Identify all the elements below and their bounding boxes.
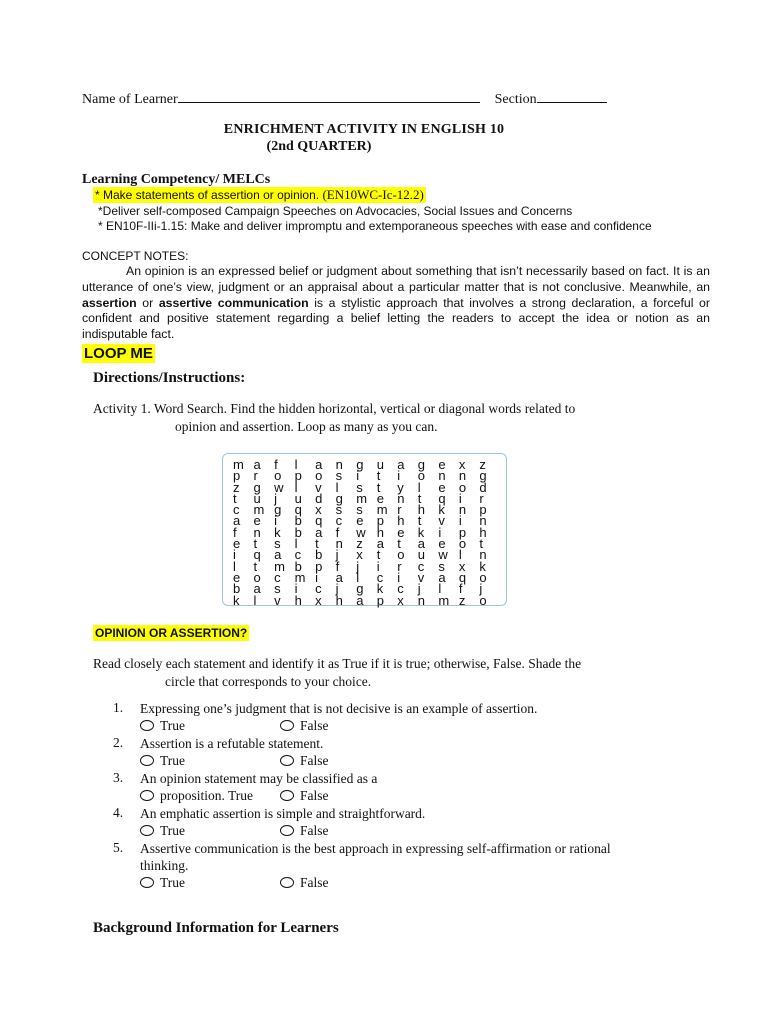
question-2 (113, 735, 673, 770)
option-false-label: False (300, 753, 329, 768)
word-search-letter[interactable]: m (356, 490, 368, 506)
word-search-letter[interactable]: c (233, 502, 240, 518)
word-search-letter[interactable]: t (376, 479, 381, 495)
word-search-letter[interactable]: g (274, 502, 282, 518)
word-search-letter[interactable]: p (458, 524, 467, 540)
word-search-letter[interactable]: l (356, 569, 360, 585)
word-search-letter[interactable]: e (438, 536, 446, 552)
option-false-label: False (300, 718, 329, 733)
word-search-letter[interactable]: e (233, 569, 241, 585)
word-search-letter[interactable]: n (479, 513, 487, 529)
word-search-letter[interactable]: z (356, 536, 363, 552)
word-search-letter[interactable]: i (458, 513, 462, 529)
word-search-letter[interactable]: i (438, 524, 442, 540)
word-search-letter[interactable]: g (335, 490, 343, 506)
option-false[interactable] (280, 874, 329, 892)
word-search-letter[interactable]: a (376, 536, 384, 552)
word-search-letter[interactable]: o (479, 569, 487, 585)
word-search-letter[interactable]: v (438, 513, 445, 529)
word-search-letter[interactable]: u (417, 547, 426, 563)
word-search-letter[interactable]: p (376, 513, 384, 529)
radio-circle-icon[interactable] (140, 877, 154, 888)
word-search-letter[interactable]: x (356, 547, 363, 563)
question-number: 4. (113, 805, 124, 820)
quiz-instructions (93, 655, 713, 691)
word-search-letter[interactable]: m (253, 502, 265, 518)
radio-circle-icon[interactable] (140, 720, 154, 731)
word-search-letter[interactable]: f (274, 457, 278, 472)
radio-circle-icon[interactable] (280, 755, 294, 766)
word-search-letter[interactable]: h (417, 502, 426, 518)
word-search-letter[interactable]: n (458, 468, 467, 484)
word-search-letter[interactable]: k (438, 502, 445, 518)
word-search-letter[interactable]: t (253, 558, 258, 574)
learner-header (82, 89, 607, 108)
radio-circle-icon[interactable] (280, 825, 294, 836)
word-search-letter[interactable]: a (438, 569, 446, 585)
question-number: 5. (113, 840, 124, 855)
radio-circle-icon[interactable] (280, 790, 294, 801)
word-search-letter[interactable]: n (335, 536, 343, 552)
word-search-letter[interactable]: h (294, 592, 302, 608)
word-search-letter[interactable]: i (274, 513, 277, 529)
word-search-letter[interactable]: v (315, 479, 322, 495)
word-search-letter[interactable]: a (356, 592, 364, 608)
radio-circle-icon[interactable] (140, 755, 154, 766)
word-search-letter[interactable]: a (253, 457, 261, 472)
word-search-letter[interactable]: q (438, 490, 446, 506)
question-1 (113, 700, 673, 735)
word-search-letter[interactable]: y (397, 479, 404, 495)
word-search-letter[interactable]: x (458, 558, 466, 574)
word-search-letter[interactable]: c (397, 581, 404, 597)
word-search-letter[interactable]: c (376, 569, 384, 585)
word-search-letter[interactable]: j (417, 581, 421, 597)
word-search-letter[interactable]: g (356, 581, 364, 597)
loop-me-heading: LOOP ME (84, 345, 153, 362)
question-number: 2. (113, 735, 124, 750)
word-search-letter[interactable]: n (335, 457, 343, 472)
word-search-letter[interactable]: m (233, 457, 244, 472)
word-search-letter[interactable]: e (397, 524, 405, 540)
option-true-label: True (160, 753, 186, 768)
word-search-letter[interactable]: c (294, 547, 302, 563)
word-search-letter[interactable]: k (417, 524, 425, 540)
word-search-letter[interactable]: l (438, 581, 442, 597)
name-blank[interactable] (178, 89, 480, 103)
option-false-label: False (300, 788, 329, 803)
word-search-letter[interactable]: n (479, 547, 487, 563)
quiz-instructions-line-2: circle that corresponds to your choice. (165, 674, 372, 689)
option-false[interactable] (280, 822, 329, 840)
word-search-letter[interactable]: o (397, 547, 405, 563)
word-search-letter[interactable]: p (294, 468, 302, 484)
word-search-letter[interactable]: l (253, 592, 257, 608)
section-label: Section (494, 92, 537, 107)
concept-notes-heading: CONCEPT NOTES: (82, 249, 189, 263)
question-number: 3. (113, 770, 124, 785)
option-false[interactable] (280, 787, 329, 805)
word-search-letter[interactable]: l (458, 547, 462, 563)
option-true[interactable] (140, 752, 185, 770)
word-search-letter[interactable]: j (479, 581, 483, 597)
word-search-letter[interactable]: o (315, 468, 323, 484)
word-search-letter[interactable]: g (356, 457, 364, 472)
word-search-letter[interactable]: p (479, 502, 487, 518)
page-subtitle: (2nd QUARTER) (266, 139, 372, 154)
option-true[interactable] (140, 787, 253, 805)
word-search-letter[interactable]: t (479, 536, 483, 552)
question-text: An emphatic assertion is simple and straightforward. (140, 806, 426, 821)
question-text: Expressing one’s judgment that is not decisive is an example of assertion. (140, 701, 538, 716)
word-search-letter[interactable]: b (294, 558, 302, 574)
word-search-letter[interactable]: e (253, 513, 261, 529)
word-search-letter[interactable]: t (315, 536, 319, 552)
radio-circle-icon[interactable] (280, 877, 294, 888)
option-true[interactable] (140, 874, 185, 892)
word-search-letter[interactable]: m (438, 592, 450, 608)
word-search-letter[interactable]: c (315, 581, 322, 597)
radio-circle-icon[interactable] (140, 825, 154, 836)
word-search-letter[interactable]: l (233, 558, 236, 574)
word-search-letter[interactable]: g (253, 479, 261, 495)
word-search-letter[interactable]: s (356, 479, 363, 495)
word-search-letter[interactable]: t (417, 513, 422, 529)
word-search-letter[interactable]: z (233, 479, 240, 495)
word-search-letter[interactable]: k (233, 592, 240, 608)
word-search-letter[interactable]: i (315, 569, 319, 585)
word-search-letter[interactable]: s (274, 536, 281, 552)
word-search-letter[interactable]: h (335, 592, 343, 608)
quiz-instructions-line-1: Read closely each statement and identify it as True if it is true; otherwise, False. Shade the (93, 656, 582, 671)
word-search-letter[interactable]: s (335, 468, 343, 484)
word-search-letter[interactable]: n (253, 524, 261, 540)
option-false[interactable] (280, 752, 329, 770)
question-4 (113, 805, 673, 840)
competency-item-1-code: (EN10WC-Ic-12.2) (322, 187, 424, 202)
option-false-label: False (300, 823, 329, 838)
question-text: An opinion statement may be classified as a (140, 771, 378, 786)
radio-circle-icon[interactable] (140, 790, 154, 801)
word-search-letter[interactable]: c (274, 569, 281, 585)
question-number: 1. (113, 700, 124, 715)
word-search-letter[interactable]: x (397, 592, 404, 608)
word-search-letter[interactable]: w (438, 547, 448, 563)
word-search-letter[interactable]: e (438, 457, 446, 472)
competency-heading: Learning Competency/ MELCs (82, 172, 271, 187)
word-search-letter[interactable]: h (376, 524, 384, 540)
word-search-letter[interactable]: e (233, 536, 241, 552)
word-search-letter[interactable]: v (417, 569, 425, 585)
word-search-letter[interactable]: l (335, 479, 339, 495)
word-search-letter[interactable]: z (479, 457, 486, 472)
word-search-letter[interactable]: e (356, 513, 364, 529)
page-title: ENRICHMENT ACTIVITY IN ENGLISH 10 (223, 122, 505, 137)
word-search-letter[interactable]: t (417, 490, 422, 506)
word-search-letter[interactable]: o (253, 569, 261, 585)
word-search-letter[interactable]: j (356, 558, 360, 574)
word-search-letter[interactable]: z (458, 592, 466, 608)
concept-text-1: An opinion is an expressed belief or judgment about something that isn’t necessarily based on fact. It is an utterance of one’s view, judgment or an appraisal about a particular matter that is not conclusive. Meanwhile, an (82, 264, 710, 294)
word-search-letter[interactable]: i (376, 558, 380, 574)
concept-bold-assertive: assertive communication (158, 295, 309, 310)
word-search-letter[interactable]: i (294, 581, 298, 597)
word-search-letter[interactable]: k (376, 581, 384, 597)
option-true-label: True (160, 823, 186, 838)
word-search-letter[interactable]: b (294, 524, 302, 540)
word-search-letter[interactable]: x (315, 592, 322, 608)
word-search-letter[interactable]: a (397, 457, 405, 472)
word-search-letter[interactable]: o (274, 468, 282, 484)
word-search-letter[interactable]: i (356, 468, 360, 484)
word-search-letter[interactable]: q (458, 569, 467, 585)
word-search-letter[interactable]: q (253, 547, 261, 563)
word-search-letter[interactable]: q (294, 502, 302, 518)
word-search-letter[interactable]: i (397, 468, 401, 484)
name-label: Name of Learner (82, 92, 178, 107)
word-search-letter[interactable]: o (458, 479, 467, 495)
word-search-letter[interactable]: w (356, 524, 366, 540)
word-search-letter[interactable]: o (417, 468, 426, 484)
option-true-label: proposition. True (160, 788, 254, 803)
word-search-letter[interactable]: h (479, 524, 487, 540)
radio-circle-icon[interactable] (280, 720, 294, 731)
concept-bold-assertion: assertion (82, 295, 137, 310)
word-search-letter[interactable]: n (417, 592, 426, 608)
word-search-letter[interactable]: b (294, 513, 302, 529)
competency-item-1 (93, 187, 426, 203)
word-search-letter[interactable]: a (315, 524, 323, 540)
word-search-letter[interactable]: l (294, 457, 298, 472)
concept-text-mid: or (136, 295, 159, 310)
word-search-letter[interactable]: e (376, 490, 384, 506)
word-search-row (233, 592, 500, 608)
word-search-letter[interactable]: c (335, 513, 343, 529)
option-true-label: True (160, 718, 186, 733)
competency-item-1-text: * Make statements of assertion or opinion. (95, 188, 323, 202)
word-search-letter[interactable]: a (233, 513, 241, 529)
word-search-letter[interactable]: o (479, 592, 487, 608)
word-search-letter[interactable]: s (438, 558, 445, 574)
question-text: Assertive communication is the best approach in expressing self-affirmation or rational thinking. (140, 841, 611, 873)
word-search-letter[interactable]: x (458, 457, 466, 472)
word-search-letter[interactable]: r (253, 468, 258, 484)
section-blank[interactable] (537, 89, 607, 103)
competency-item-2: *Deliver self-composed Campaign Speeches on Advocacies, Social Issues and Concerns (98, 204, 573, 218)
word-search-letter[interactable]: i (458, 490, 462, 506)
activity-1-line-2: opinion and assertion. Loop as many as you can. (175, 419, 438, 434)
word-search-letter[interactable]: l (294, 536, 298, 552)
word-search-letter[interactable]: i (397, 569, 401, 585)
word-search-letter[interactable]: d (479, 479, 487, 495)
background-info-heading: Background Information for Learners (93, 920, 339, 936)
word-search-letter[interactable]: p (376, 592, 384, 608)
concept-notes-body (82, 264, 710, 343)
question-text: Assertion is a refutable statement. (140, 736, 324, 751)
word-search-letter[interactable]: a (335, 569, 343, 585)
word-search-letter[interactable]: t (253, 536, 258, 552)
word-search-letter[interactable]: l (294, 479, 298, 495)
word-search-letter[interactable]: p (315, 558, 323, 574)
word-search-letter[interactable]: e (438, 479, 446, 495)
word-search-letter[interactable]: f (458, 581, 463, 597)
word-search-letter[interactable]: j (335, 581, 339, 597)
word-search-letter[interactable]: m (274, 558, 285, 574)
word-search-letter[interactable]: a (417, 536, 426, 552)
word-search-letter[interactable]: r (397, 502, 402, 518)
question-5 (113, 840, 673, 892)
word-search-letter[interactable]: u (294, 490, 302, 506)
word-search-letter[interactable]: t (376, 468, 381, 484)
word-search-letter[interactable]: x (315, 502, 322, 518)
word-search-letter[interactable]: w (274, 479, 284, 495)
word-search-letter[interactable]: p (233, 468, 241, 484)
word-search-letter[interactable]: h (397, 513, 405, 529)
word-search-letter[interactable]: t (233, 490, 237, 506)
word-search-letter[interactable]: a (315, 457, 323, 472)
word-search-letter[interactable]: t (397, 536, 401, 552)
word-search-letter[interactable]: t (376, 547, 381, 563)
activity-1-line-1: Activity 1. Word Search. Find the hidden horizontal, vertical or diagonal words related to (93, 401, 576, 416)
option-true[interactable] (140, 822, 185, 840)
word-search-letter[interactable]: r (397, 558, 402, 574)
word-search-letter[interactable]: a (253, 581, 261, 597)
option-false[interactable] (280, 717, 329, 735)
directions-heading: Directions/Instructions: (93, 370, 246, 386)
word-search-letter[interactable]: u (253, 490, 261, 506)
word-search-letter[interactable]: d (315, 490, 323, 506)
word-search-letter[interactable]: j (335, 547, 339, 563)
word-search-letter[interactable]: f (335, 558, 340, 574)
word-search-letter[interactable]: k (274, 524, 281, 540)
word-search-letter[interactable]: b (315, 547, 323, 563)
word-search-grid[interactable] (222, 453, 507, 606)
word-search-letter[interactable]: j (274, 490, 277, 506)
word-search-letter[interactable]: m (294, 569, 306, 585)
word-search-letter[interactable]: n (438, 468, 446, 484)
activity-1-instructions (93, 400, 693, 436)
word-search-letter[interactable]: o (458, 536, 467, 552)
word-search-letter[interactable]: m (376, 502, 388, 518)
word-search-letter[interactable]: g (417, 457, 426, 472)
word-search-letter[interactable]: f (335, 524, 340, 540)
opinion-assertion-heading: OPINION OR ASSERTION? (95, 626, 248, 640)
word-search-letter[interactable]: v (274, 592, 281, 608)
word-search-letter[interactable]: s (356, 502, 363, 518)
word-search-letter[interactable]: n (397, 490, 405, 506)
word-search-letter[interactable]: s (274, 581, 281, 597)
word-search-letter[interactable]: q (315, 513, 323, 529)
word-search-letter[interactable]: b (233, 581, 241, 597)
word-search-letter[interactable]: r (479, 490, 484, 506)
word-search-letter[interactable]: s (335, 502, 343, 518)
option-true-label: True (160, 875, 186, 890)
word-search-letter[interactable]: k (479, 558, 486, 574)
word-search-letter[interactable]: c (417, 558, 425, 574)
word-search-letter[interactable]: a (274, 547, 282, 563)
word-search-letter[interactable]: n (458, 502, 467, 518)
quiz-questions (113, 700, 673, 892)
question-3 (113, 770, 673, 805)
option-false-label: False (300, 875, 329, 890)
word-search-letter[interactable]: l (417, 479, 421, 495)
option-true[interactable] (140, 717, 185, 735)
competency-item-3: * EN10F-IIi-1.15: Make and deliver impromptu and extemporaneous speeches with ease and confidence (98, 219, 652, 233)
word-search-letter[interactable]: i (233, 547, 236, 563)
word-search-letter[interactable]: f (233, 524, 237, 540)
concept-text-2: is a stylistic approach that involves a strong declaration, a forceful or confident and positive statement regarding a belief letting the readers to accept the idea or notion as an indisputable fact. (82, 295, 710, 342)
word-search-letter[interactable]: u (376, 457, 384, 472)
word-search-letter[interactable]: g (479, 468, 487, 484)
